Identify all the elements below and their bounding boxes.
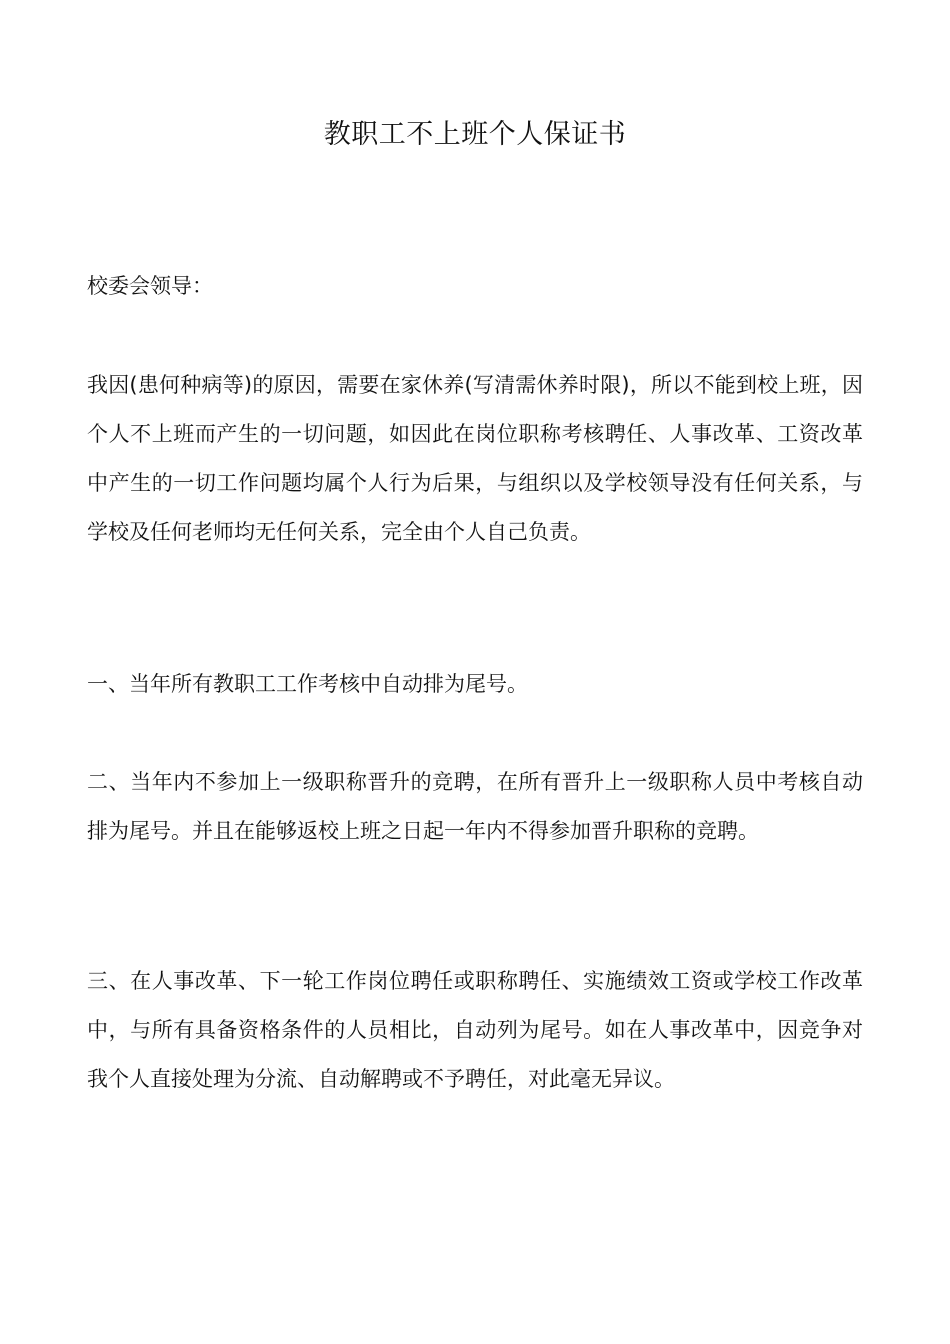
list-item: 二、当年内不参加上一级职称晋升的竞聘，在所有晋升上一级职称人员中考核自动排为尾号。并且在能够返校上班之日起一年内不得参加晋升职称的竞聘。 (87, 770, 863, 843)
salutation: 校委会领导： (87, 274, 213, 298)
intro-paragraph: 我因(患何种病等)的原因，需要在家休养(写清需休养时限)，所以不能到校上班，因个人不上班而产生的一切问题，如因此在岗位职称考核聘任、人事改革、工资改革中产生的一切工作问题均属个人行为后果，与组织以及学校领导没有任何关系，与学校及任何老师均无任何关系，完全由个人自己负责。 (87, 373, 863, 544)
list-item: 三、在人事改革、下一轮工作岗位聘任或职称聘任、实施绩效工资或学校工作改革中，与所有具备资格条件的人员相比，自动列为尾号。如在人事改革中，因竞争对我个人直接处理为分流、自动解聘或不予聘任，对此毫无异议。 (87, 969, 863, 1091)
document-title: 教职工不上班个人保证书 (323, 119, 627, 150)
list-item: 一、当年所有教职工工作考核中自动排为尾号。 (87, 672, 528, 696)
